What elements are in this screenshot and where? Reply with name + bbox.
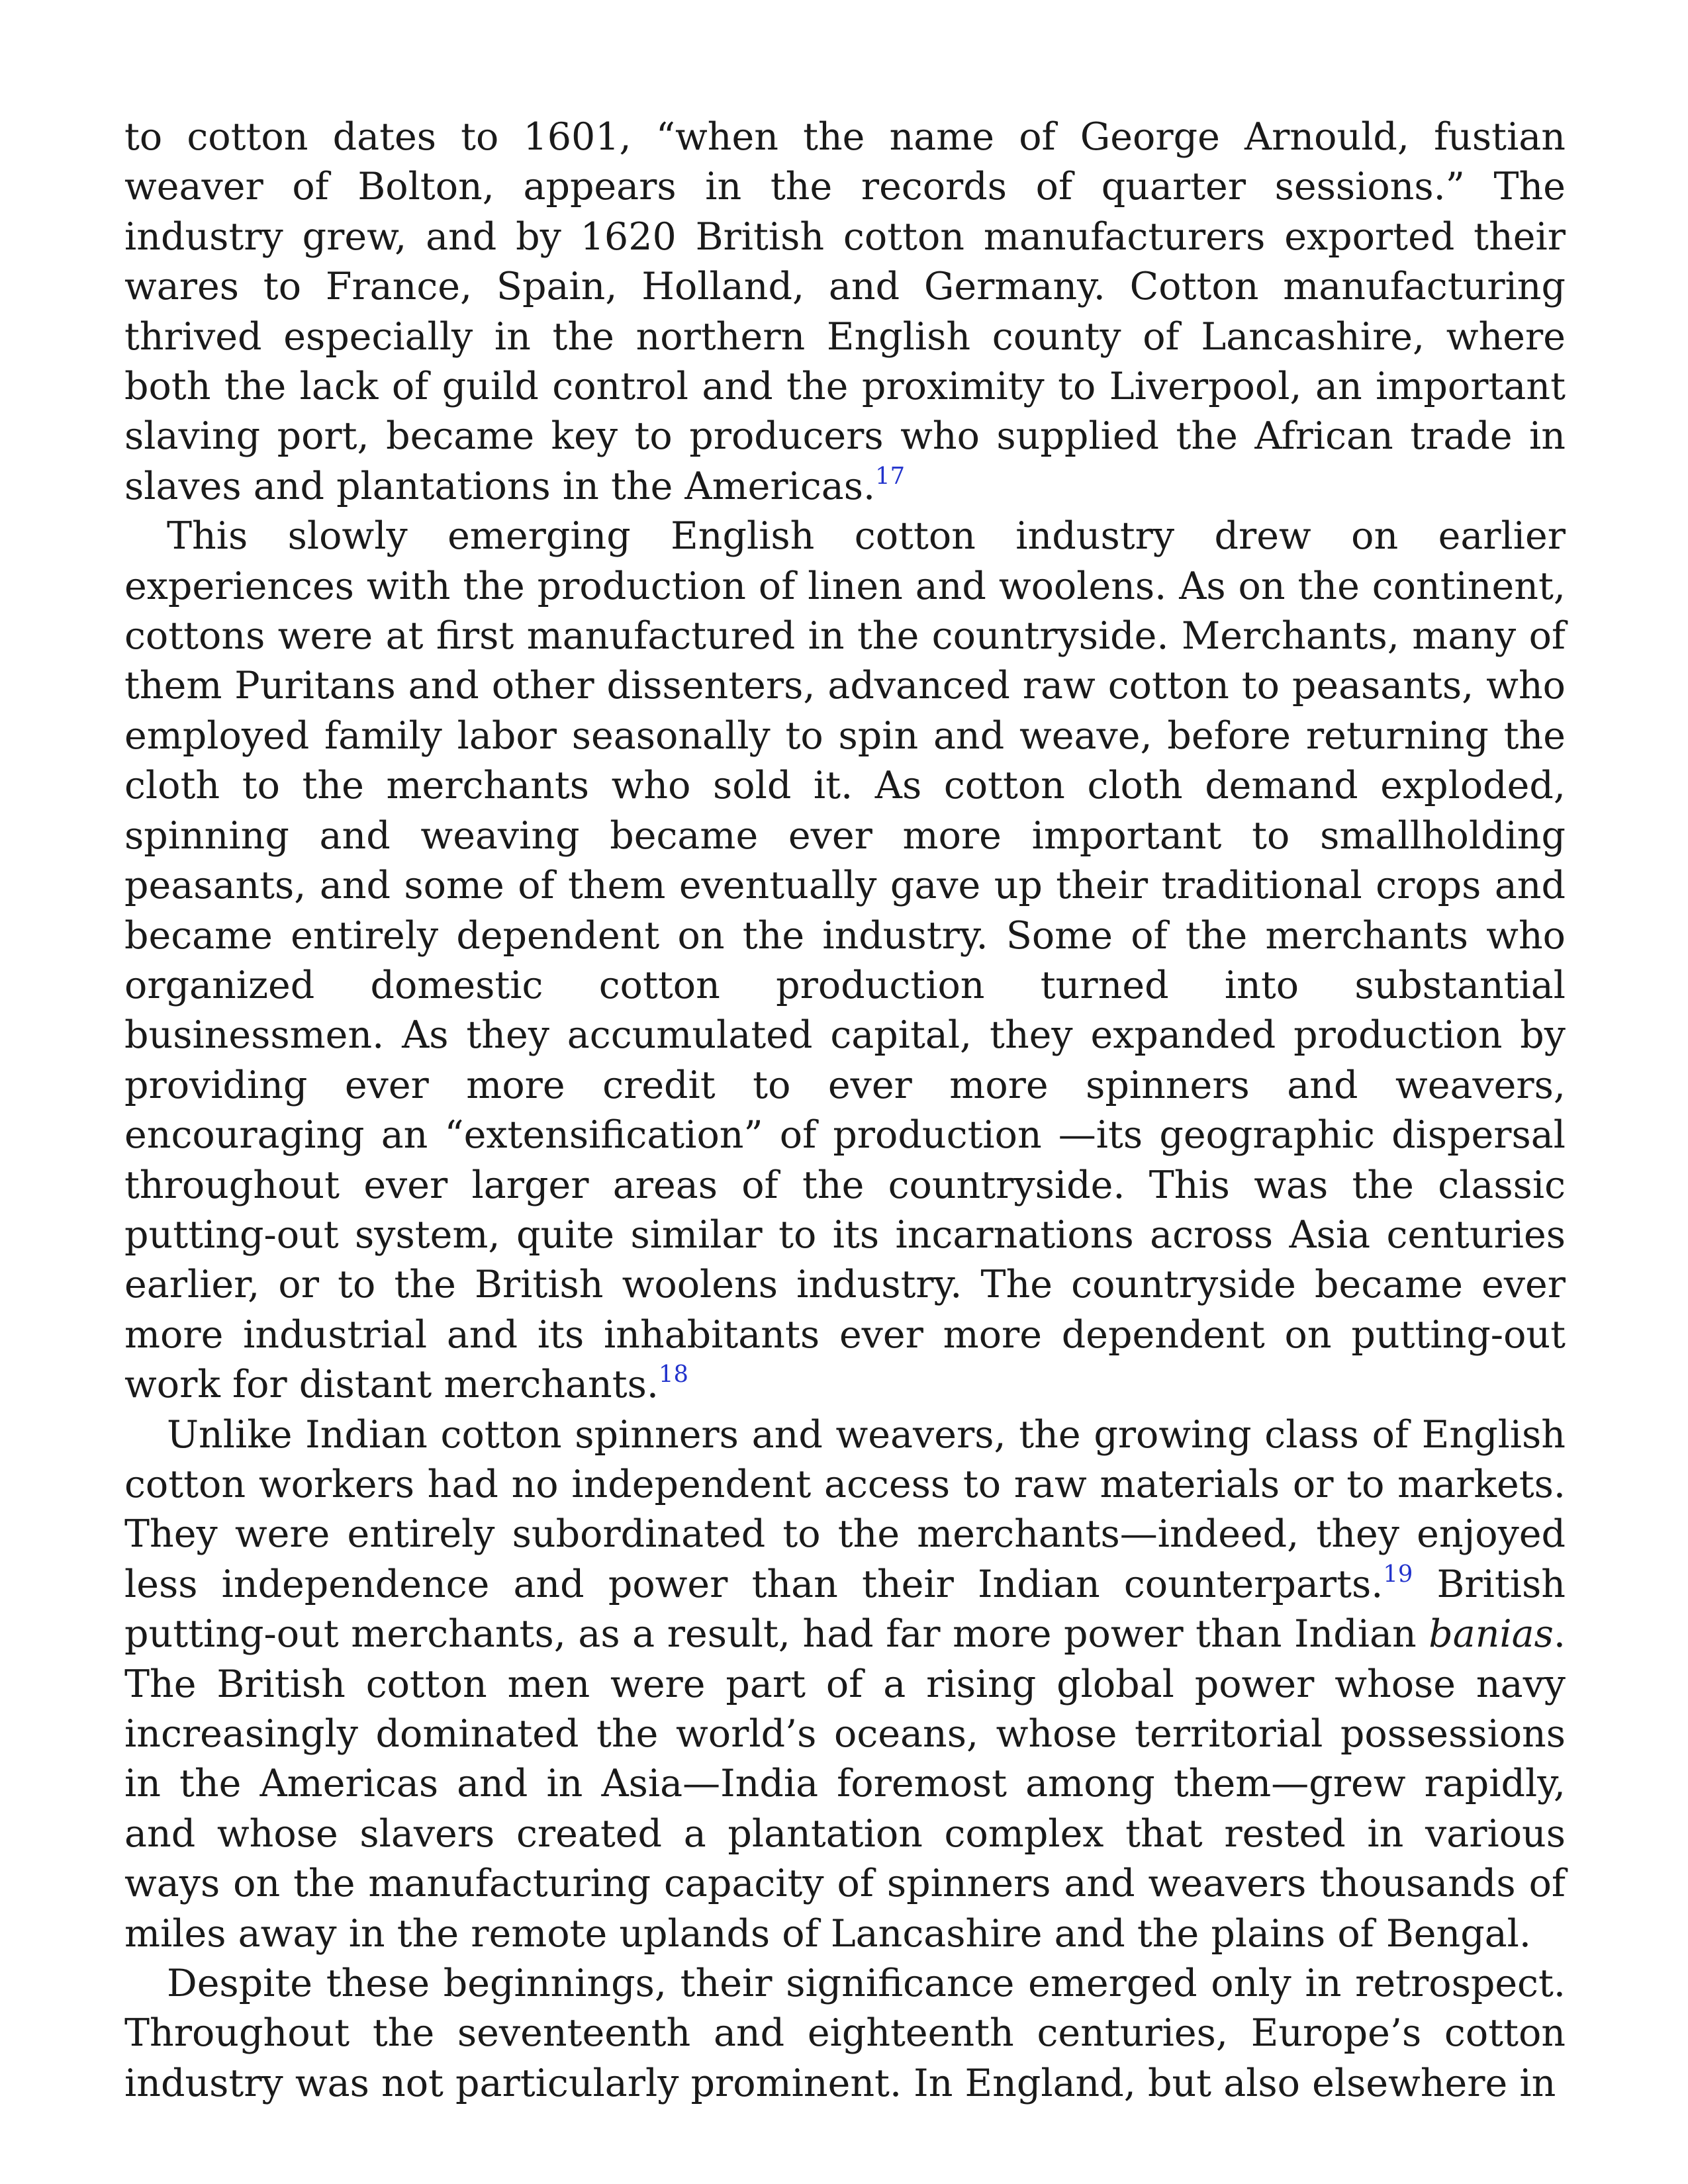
paragraph-text: Unlike Indian cotton spinners and weavers, the growing class of English cotton workers had no independent access to raw materials or to markets. They were entirely subordinated to the merchants—indeed, they enjoyed less independence and power than their Indian counterparts. [124, 1412, 1566, 1606]
footnote-ref-19[interactable]: 19 [1383, 1560, 1413, 1588]
paragraph-text: British putting-out merchants, as a result, had far more power than Indian [124, 1562, 1566, 1657]
paragraph-retrospect [124, 1959, 1566, 2109]
book-page-body [124, 113, 1566, 2109]
footnote-ref-18[interactable]: 18 [659, 1361, 688, 1388]
paragraph-cotton-origins [124, 113, 1566, 512]
paragraph-text: . The British cotton men were part of a rising global power whose navy increasingly dominated the world’s oceans, whose territorial possessions in the Americas and in Asia—India foremost among them—grew rapidly, and whose slavers created a plantation complex that rested in various ways on the manufacturing capacity of spinners and weavers thousands of miles away in the remote uplands of Lancashire and the plains of Bengal. [124, 1612, 1566, 1956]
footnote-ref-17[interactable]: 17 [875, 462, 906, 490]
paragraph-text: This slowly emerging English cotton industry drew on earlier experiences with the production of linen and woolens. As on the continent, cottons were at first manufactured in the countryside. Merchants, many of them Puritans and other dissenters, advanced raw cotton to peasants, who employed family labor seasonally to spin and weave, before returning the cloth to the merchants who sold it. As cotton cloth demand exploded, spinning and weaving became ever more important to smallholding peasants, and some of them eventually gave up their traditional crops and became entirely dependent on the industry. Some of the merchants who organized domestic cotton production turned into substantial businessmen. As they accumulated capital, they expanded production by providing ever more credit to ever more spinners and weavers, encouraging an “extensification” of production —its geographic dispersal throughout ever larger areas of the countryside. This was the classic putting-out system, quite similar to its incarnations across Asia centuries earlier, or to the British woolens industry. The countryside became ever more industrial and its inhabitants ever more dependent on putting-out work for distant merchants. [124, 514, 1566, 1407]
paragraph-text: Despite these beginnings, their significance emerged only in retrospect. Throughout the seventeenth and eighteenth centuries, Europe’s cotton industry was not particularly prominent. In England, but also elsewhere in [124, 1962, 1566, 2105]
paragraph-text: to cotton dates to 1601, “when the name of George Arnould, fustian weaver of Bolton, appears in the records of quarter sessions.” The industry grew, and by 1620 British cotton manufacturers exported their wares to France, Spain, Holland, and Germany. Cotton manufacturing thrived especially in the northern English county of Lancashire, where both the lack of guild control and the proximity to Liverpool, an important slaving port, became key to producers who supplied the African trade in slaves and plantations in the Americas. [124, 115, 1566, 508]
paragraph-putting-out-system [124, 512, 1566, 1410]
paragraph-english-workers [124, 1410, 1566, 1959]
italic-term-banias: banias [1429, 1612, 1554, 1657]
